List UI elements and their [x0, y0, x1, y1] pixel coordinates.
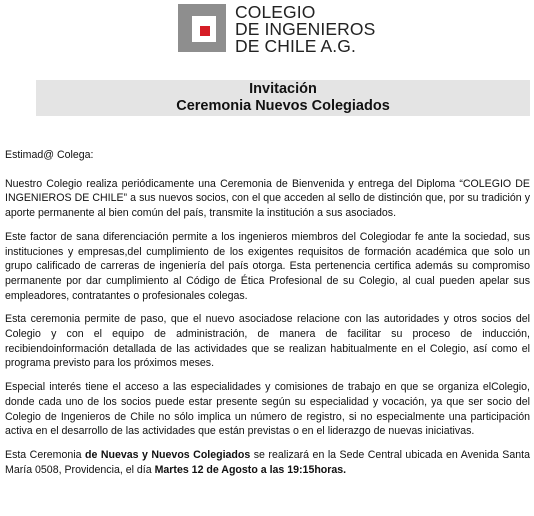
- paragraph-3: Esta ceremonia permite de paso, que el nuevo asociadose relacione con las autoridades y otros socios del Colegio y con el equipo de administración, de manera de facilitar su proceso de inducción, recibiendoinformación detallada de las actividades que se realizan habitualmente en el Colegio, así como el programa previsto para los próximos meses.: [5, 313, 530, 370]
- banner-subtitle: Ceremonia Nuevos Colegiados: [176, 98, 390, 114]
- logo-line-1: COLEGIO: [235, 2, 316, 22]
- logo-line-2: DE INGENIEROS: [235, 19, 376, 39]
- paragraph-2: Este factor de sana diferenciación permite a los ingenieros miembros del Colegiodar fe ante la sociedad, sus instituciones y empresas,del cumplimiento de los exigentes requisitos de formación académica que solo un grupo calificado de carreras de ingeniería del país otorga. Esta pertenencia certifica además su compromiso permanente por dar cumplimiento al Código de Ética Profesional de su Colegio, al cual pueden apelar sus empleadores, contratantes o profesionales colegas.: [5, 230, 530, 302]
- paragraph-4: Especial interés tiene el acceso a las especialidades y comisiones de trabajo en que se organiza elColegio, donde cada uno de los socios puede estar presente según su especialidad y vocación, ya que ser socio del Colegio de Ingenieros de Chile no sólo implica un número de registro, si no especialmente una participación activa en el desarrollo de las actividades que están previstas o en el liderazgo de nuevas iniciativas.: [5, 381, 530, 438]
- logo-text: [235, 4, 375, 55]
- paragraph-5: [5, 448, 530, 477]
- p5-bold-event: de Nuevas y Nuevos Colegiados: [85, 448, 251, 461]
- banner-title: Invitación: [249, 81, 317, 97]
- p5-bold-date: Martes 12 de Agosto a las 19:15horas.: [154, 463, 347, 476]
- p5-text-b: se realizará en la Sede Central ubicada en Avenida Santa María 0508, Providencia, el día: [5, 448, 530, 476]
- logo-mark-icon: [178, 4, 226, 52]
- colegio-logo: [178, 4, 378, 66]
- logo-line-3: DE CHILE A.G.: [235, 36, 356, 56]
- greeting: Estimad@ Colega:: [5, 149, 94, 161]
- p5-text-a: Esta Ceremonia: [5, 448, 85, 461]
- letter-body: [5, 148, 530, 486]
- paragraph-1: Nuestro Colegio realiza periódicamente una Ceremonia de Bienvenida y entrega del Diploma “COLEGIO DE INGENIEROS DE CHILE” a sus nuevos socios, con el que acceden al sello de distinción que, por su tradición y aporte permanente al bien común del país, transmite la institución a sus asociados.: [5, 177, 530, 220]
- invitation-banner: [36, 80, 530, 116]
